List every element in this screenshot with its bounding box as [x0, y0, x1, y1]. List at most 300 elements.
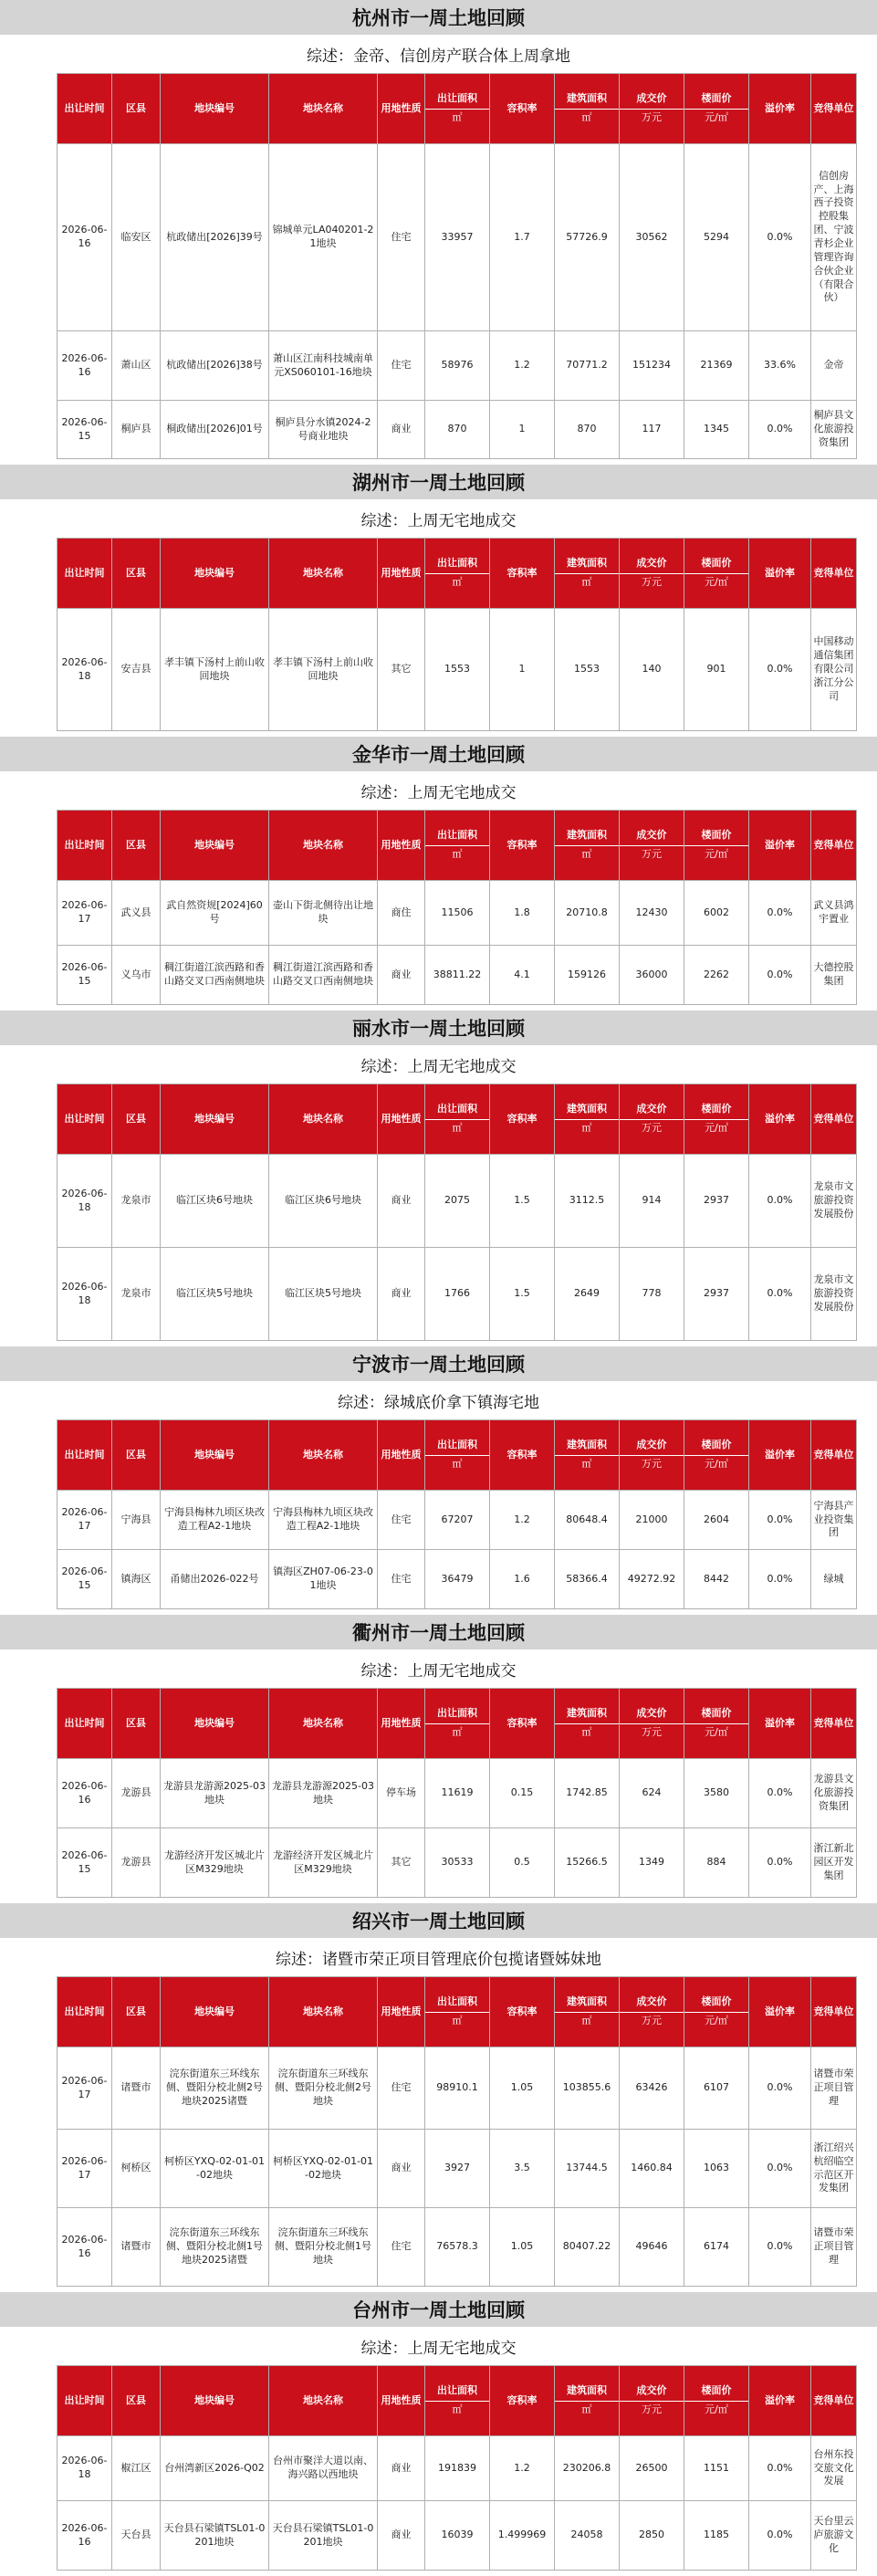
col-header-winner: [811, 2366, 857, 2436]
table-row: [57, 1491, 857, 1550]
cell-build: 57726.9: [555, 144, 620, 331]
cell-area: 2075: [425, 1155, 490, 1248]
cell-usage: 住宅: [378, 144, 425, 331]
cell-name: 龙游县龙游源2025-03地块: [269, 1759, 378, 1828]
header-row: [57, 811, 857, 881]
cell-date: 2026-06-17: [57, 881, 112, 946]
col-header-area: [425, 74, 490, 144]
col-header-build: [555, 74, 620, 144]
cell-build: 103855.6: [555, 2047, 620, 2130]
col-header-district: [112, 74, 161, 144]
col-header-label: 楼面价: [701, 1707, 732, 1720]
col-header-label: 用地性质: [381, 2005, 422, 2017]
col-header-code: [161, 1689, 269, 1759]
col-header-label: 地块名称: [303, 1448, 343, 1461]
col-header-unit: ㎡: [425, 573, 489, 590]
cell-far: 1.499969: [490, 2501, 555, 2571]
cell-district: 萧山区: [112, 331, 161, 401]
section-summary: 综述：上周无宅地成交: [360, 784, 517, 802]
col-header-code: [161, 811, 269, 881]
cell-winner: 桐庐县文化旅游投资集团: [811, 401, 857, 459]
col-header-label: 出让面积: [437, 1103, 477, 1115]
cell-far: 4.1: [490, 946, 555, 1005]
cell-usage: 住宅: [378, 1550, 425, 1609]
cell-floor: 6174: [684, 2208, 749, 2287]
col-header-premium: [749, 1420, 811, 1491]
col-header-label: 竞得单位: [813, 566, 854, 579]
col-header-name: [269, 2366, 378, 2436]
cell-name: 锦城单元LA040201-21地块: [269, 144, 378, 331]
cell-build: 58366.4: [555, 1550, 620, 1609]
cell-name: 桐庐县分水镇2024-2号商业地块: [269, 401, 378, 459]
col-header-label: 溢价率: [765, 1448, 795, 1461]
col-header-area: [425, 811, 490, 881]
cell-floor: 1151: [684, 2436, 749, 2501]
cell-price: 36000: [620, 946, 684, 1005]
cell-date: 2026-06-15: [57, 401, 112, 459]
col-header-label: 成交价: [636, 829, 667, 842]
col-header-label: 建筑面积: [567, 557, 607, 570]
col-header-label: 成交价: [636, 557, 667, 570]
cell-premium: 0.0%: [749, 1828, 811, 1898]
col-header-label: 出让面积: [437, 1995, 477, 2008]
cell-floor: 884: [684, 1828, 749, 1898]
cell-price: 1349: [620, 1828, 684, 1898]
section-title: 台州市一周土地回顾: [0, 2292, 877, 2327]
col-header-label: 地块名称: [303, 1716, 343, 1729]
cell-floor: 8442: [684, 1550, 749, 1609]
cell-winner: 诸暨市荣正项目管理: [811, 2047, 857, 2130]
section-title: 丽水市一周土地回顾: [0, 1011, 877, 1045]
cell-floor: 6107: [684, 2047, 749, 2130]
cell-floor: 1345: [684, 401, 749, 459]
table-row: [57, 401, 857, 459]
col-header-premium: [749, 539, 811, 609]
col-header-label: 地块编号: [194, 101, 235, 114]
col-header-unit: ㎡: [555, 573, 619, 590]
col-header-label: 用地性质: [381, 2393, 422, 2406]
section-title: 金华市一周土地回顾: [0, 737, 877, 771]
cell-far: 1: [490, 401, 555, 459]
col-header-build: [555, 1420, 620, 1491]
col-header-label: 竞得单位: [813, 2393, 854, 2406]
cell-code: 浣东街道东三环线东侧、暨阳分校北侧1号地块2025诸暨: [161, 2208, 269, 2287]
col-header-label: 地块名称: [303, 838, 343, 851]
col-header-district: [112, 811, 161, 881]
cell-price: 30562: [620, 144, 684, 331]
col-header-label: 竞得单位: [813, 1112, 854, 1125]
col-header-label: 出让时间: [64, 566, 105, 579]
col-header-label: 建筑面积: [567, 92, 607, 105]
col-header-price: [620, 1689, 684, 1759]
col-header-far: [490, 811, 555, 881]
col-header-price: [620, 539, 684, 609]
cell-code: 龙游经济开发区城北片区M329地块: [161, 1828, 269, 1898]
section-title: 宁波市一周土地回顾: [0, 1346, 877, 1381]
cell-code: 稠江街道江滨西路和香山路交叉口西南侧地块: [161, 946, 269, 1005]
cell-build: 15266.5: [555, 1828, 620, 1898]
cell-date: 2026-06-16: [57, 1759, 112, 1828]
cell-price: 26500: [620, 2436, 684, 2501]
cell-district: 椒江区: [112, 2436, 161, 2501]
cell-code: 武自然资规[2024]60号: [161, 881, 269, 946]
cell-winner: 龙泉市文旅游投资发展股份: [811, 1155, 857, 1248]
section-summary: 综述：上周无宅地成交: [360, 1662, 517, 1681]
cell-premium: 0.0%: [749, 2130, 811, 2208]
cell-date: 2026-06-15: [57, 1550, 112, 1609]
cell-far: 1.6: [490, 1550, 555, 1609]
header-row: [57, 2366, 857, 2436]
cell-area: 30533: [425, 1828, 490, 1898]
col-header-area: [425, 1977, 490, 2047]
cell-usage: 商业: [378, 2436, 425, 2501]
col-header-label: 楼面价: [701, 92, 732, 105]
cell-code: 孝丰镇下汤村上前山收回地块: [161, 609, 269, 731]
cell-far: 1.2: [490, 331, 555, 401]
col-header-usage: [378, 1084, 425, 1155]
col-header-label: 区县: [126, 101, 146, 114]
col-header-unit: 元/㎡: [684, 109, 748, 125]
col-header-district: [112, 1084, 161, 1155]
col-header-label: 出让面积: [437, 557, 477, 570]
col-header-label: 成交价: [636, 1707, 667, 1720]
col-header-label: 竞得单位: [813, 838, 854, 851]
col-header-label: 出让时间: [64, 101, 105, 114]
cell-usage: 商业: [378, 2501, 425, 2571]
col-header-label: 容积率: [506, 101, 538, 114]
col-header-date: [57, 1084, 112, 1155]
cell-price: 21000: [620, 1491, 684, 1550]
city-section: [0, 1011, 877, 1346]
col-header-build: [555, 1977, 620, 2047]
city-section: [0, 0, 877, 465]
col-header-floor: [684, 1084, 749, 1155]
cell-district: 龙游县: [112, 1828, 161, 1898]
col-header-code: [161, 1420, 269, 1491]
cell-code: 杭政储出[2026]38号: [161, 331, 269, 401]
col-header-area: [425, 1689, 490, 1759]
cell-build: 230206.8: [555, 2436, 620, 2501]
table-row: [57, 2501, 857, 2571]
cell-usage: 住宅: [378, 331, 425, 401]
col-header-winner: [811, 811, 857, 881]
cell-price: 151234: [620, 331, 684, 401]
col-header-premium: [749, 1689, 811, 1759]
col-header-floor: [684, 1689, 749, 1759]
col-header-label: 溢价率: [765, 2393, 795, 2406]
col-header-label: 楼面价: [701, 1103, 732, 1115]
cell-name: 宁海县梅林九顷区块改造工程A2-1地块: [269, 1491, 378, 1550]
header-row: [57, 539, 857, 609]
cell-district: 义乌市: [112, 946, 161, 1005]
col-header-unit: ㎡: [425, 1455, 489, 1471]
cell-district: 诸暨市: [112, 2047, 161, 2130]
cell-winner: 浙江新北园区开发集团: [811, 1828, 857, 1898]
col-header-label: 建筑面积: [567, 1707, 607, 1720]
col-header-label: 地块编号: [194, 1448, 235, 1461]
section-title: 绍兴市一周土地回顾: [0, 1903, 877, 1938]
col-header-unit: ㎡: [555, 2401, 619, 2417]
col-header-unit: 元/㎡: [684, 2401, 748, 2417]
cell-premium: 0.0%: [749, 2208, 811, 2287]
cell-code: 临江区块6号地块: [161, 1155, 269, 1248]
col-header-label: 建筑面积: [567, 1995, 607, 2008]
col-header-label: 楼面价: [701, 2384, 732, 2397]
col-header-name: [269, 1689, 378, 1759]
cell-date: 2026-06-15: [57, 946, 112, 1005]
land-table: [57, 2365, 857, 2571]
col-header-unit: 万元: [620, 845, 684, 862]
col-header-label: 区县: [126, 2393, 146, 2406]
cell-price: 49272.92: [620, 1550, 684, 1609]
cell-name: 萧山区江南科技城南单元XS060101-16地块: [269, 331, 378, 401]
cell-floor: 5294: [684, 144, 749, 331]
table-row: [57, 1155, 857, 1248]
cell-name: 临江区块6号地块: [269, 1155, 378, 1248]
col-header-label: 成交价: [636, 92, 667, 105]
cell-date: 2026-06-16: [57, 2208, 112, 2287]
col-header-unit: 万元: [620, 2401, 684, 2417]
cell-floor: 2262: [684, 946, 749, 1005]
col-header-label: 用地性质: [381, 1716, 422, 1729]
cell-premium: 0.0%: [749, 1759, 811, 1828]
cell-name: 浣东街道东三环线东侧、暨阳分校北侧2号地块: [269, 2047, 378, 2130]
cell-date: 2026-06-18: [57, 609, 112, 731]
cell-code: 龙游县龙游源2025-03地块: [161, 1759, 269, 1828]
col-header-floor: [684, 1420, 749, 1491]
col-header-label: 建筑面积: [567, 829, 607, 842]
land-table: [57, 1688, 857, 1898]
section-summary: 综述：金帝、信创房产联合体上周拿地: [307, 47, 570, 66]
table-row: [57, 2130, 857, 2208]
cell-name: 天台县石梁镇TSL01-0201地块: [269, 2501, 378, 2571]
cell-price: 2850: [620, 2501, 684, 2571]
col-header-code: [161, 74, 269, 144]
col-header-name: [269, 811, 378, 881]
cell-district: 天台县: [112, 2501, 161, 2571]
col-header-premium: [749, 2366, 811, 2436]
cell-code: 天台县石梁镇TSL01-0201地块: [161, 2501, 269, 2571]
col-header-date: [57, 1977, 112, 2047]
table-row: [57, 609, 857, 731]
cell-usage: 商业: [378, 1155, 425, 1248]
cell-district: 龙游县: [112, 1759, 161, 1828]
col-header-label: 用地性质: [381, 1448, 422, 1461]
col-header-label: 竞得单位: [813, 1448, 854, 1461]
col-header-date: [57, 2366, 112, 2436]
cell-winner: 中国移动通信集团有限公司浙江分公司: [811, 609, 857, 731]
header-row: [57, 74, 857, 144]
col-header-far: [490, 74, 555, 144]
col-header-label: 溢价率: [765, 1716, 795, 1729]
cell-floor: 2937: [684, 1155, 749, 1248]
cell-area: 67207: [425, 1491, 490, 1550]
col-header-name: [269, 539, 378, 609]
col-header-far: [490, 1689, 555, 1759]
col-header-winner: [811, 1084, 857, 1155]
cell-build: 2649: [555, 1248, 620, 1341]
cell-usage: 商业: [378, 946, 425, 1005]
col-header-far: [490, 1084, 555, 1155]
col-header-winner: [811, 74, 857, 144]
col-header-date: [57, 1420, 112, 1491]
col-header-name: [269, 1977, 378, 2047]
cell-premium: 0.0%: [749, 1155, 811, 1248]
col-header-label: 楼面价: [701, 1439, 732, 1451]
cell-area: 191839: [425, 2436, 490, 2501]
col-header-label: 溢价率: [765, 2005, 795, 2017]
col-header-label: 出让时间: [64, 2393, 105, 2406]
cell-usage: 其它: [378, 609, 425, 731]
col-header-label: 区县: [126, 838, 146, 851]
col-header-floor: [684, 811, 749, 881]
col-header-label: 地块名称: [303, 2005, 343, 2017]
col-header-unit: 元/㎡: [684, 573, 748, 590]
city-section: [0, 737, 877, 1011]
land-table: [57, 1419, 857, 1609]
header-row: [57, 1084, 857, 1155]
col-header-price: [620, 74, 684, 144]
cell-code: 桐政储出[2026]01号: [161, 401, 269, 459]
cell-premium: 0.0%: [749, 401, 811, 459]
cell-code: 临江区块5号地块: [161, 1248, 269, 1341]
col-header-far: [490, 1420, 555, 1491]
col-header-label: 出让面积: [437, 829, 477, 842]
table-row: [57, 881, 857, 946]
cell-premium: 0.0%: [749, 946, 811, 1005]
cell-far: 1.2: [490, 1491, 555, 1550]
cell-build: 3112.5: [555, 1155, 620, 1248]
col-header-label: 出让时间: [64, 2005, 105, 2017]
col-header-price: [620, 1420, 684, 1491]
cell-date: 2026-06-17: [57, 1491, 112, 1550]
col-header-label: 成交价: [636, 1995, 667, 2008]
cell-district: 镇海区: [112, 1550, 161, 1609]
cell-winner: 龙泉市文旅游投资发展股份: [811, 1248, 857, 1341]
land-table: [57, 1084, 857, 1341]
cell-price: 778: [620, 1248, 684, 1341]
col-header-label: 竞得单位: [813, 101, 854, 114]
col-header-usage: [378, 2366, 425, 2436]
col-header-unit: ㎡: [425, 1119, 489, 1136]
col-header-area: [425, 2366, 490, 2436]
col-header-name: [269, 1084, 378, 1155]
cell-area: 1766: [425, 1248, 490, 1341]
col-header-date: [57, 74, 112, 144]
cell-name: 龙游经济开发区城北片区M329地块: [269, 1828, 378, 1898]
col-header-unit: 元/㎡: [684, 1723, 748, 1740]
col-header-label: 出让面积: [437, 92, 477, 105]
section-summary: 综述：上周无宅地成交: [360, 1058, 517, 1076]
table-row: [57, 946, 857, 1005]
col-header-unit: 元/㎡: [684, 845, 748, 862]
cell-date: 2026-06-16: [57, 331, 112, 401]
cell-area: 11506: [425, 881, 490, 946]
col-header-district: [112, 539, 161, 609]
col-header-unit: ㎡: [425, 1723, 489, 1740]
col-header-unit: 元/㎡: [684, 1455, 748, 1471]
col-header-label: 地块编号: [194, 1112, 235, 1125]
cell-price: 117: [620, 401, 684, 459]
table-row: [57, 2436, 857, 2501]
cell-code: 杭政储出[2026]39号: [161, 144, 269, 331]
cell-price: 63426: [620, 2047, 684, 2130]
cell-winner: 天台里云庐旅游文化: [811, 2501, 857, 2571]
cell-winner: 浙江绍兴杭绍临空示范区开发集团: [811, 2130, 857, 2208]
table-row: [57, 1828, 857, 1898]
col-header-unit: 万元: [620, 1455, 684, 1471]
col-header-price: [620, 1977, 684, 2047]
col-header-label: 用地性质: [381, 838, 422, 851]
city-section: [0, 1903, 877, 2292]
col-header-label: 楼面价: [701, 829, 732, 842]
cell-area: 38811.22: [425, 946, 490, 1005]
cell-far: 1.5: [490, 1248, 555, 1341]
col-header-label: 地块编号: [194, 566, 235, 579]
cell-build: 70771.2: [555, 331, 620, 401]
col-header-winner: [811, 1420, 857, 1491]
cell-date: 2026-06-18: [57, 1248, 112, 1341]
col-header-usage: [378, 1420, 425, 1491]
cell-premium: 0.0%: [749, 881, 811, 946]
col-header-floor: [684, 539, 749, 609]
col-header-unit: 元/㎡: [684, 2012, 748, 2028]
col-header-usage: [378, 811, 425, 881]
col-header-area: [425, 1420, 490, 1491]
cell-district: 龙泉市: [112, 1248, 161, 1341]
table-row: [57, 1550, 857, 1609]
cell-winner: 龙游县文化旅游投资集团: [811, 1759, 857, 1828]
cell-area: 33957: [425, 144, 490, 331]
col-header-label: 溢价率: [765, 1112, 795, 1125]
cell-code: 台州湾新区2026-Q02: [161, 2436, 269, 2501]
city-section: [0, 465, 877, 737]
col-header-unit: ㎡: [555, 1119, 619, 1136]
cell-floor: 21369: [684, 331, 749, 401]
section-title: 衢州市一周土地回顾: [0, 1615, 877, 1649]
col-header-district: [112, 1689, 161, 1759]
cell-area: 11619: [425, 1759, 490, 1828]
cell-winner: 宁海县产业投资集团: [811, 1491, 857, 1550]
cell-name: 稠江街道江滨西路和香山路交叉口西南侧地块: [269, 946, 378, 1005]
col-header-label: 地块编号: [194, 2005, 235, 2017]
col-header-label: 溢价率: [765, 101, 795, 114]
table-row: [57, 2047, 857, 2130]
cell-far: 0.15: [490, 1759, 555, 1828]
col-header-label: 竞得单位: [813, 1716, 854, 1729]
col-header-winner: [811, 1689, 857, 1759]
cell-district: 诸暨市: [112, 2208, 161, 2287]
col-header-label: 区县: [126, 2005, 146, 2017]
col-header-label: 容积率: [506, 2005, 538, 2017]
section-gap: [0, 2571, 877, 2576]
cell-winner: 大德控股集团: [811, 946, 857, 1005]
cell-winner: 金帝: [811, 331, 857, 401]
cell-premium: 0.0%: [749, 2501, 811, 2571]
col-header-label: 区县: [126, 1716, 146, 1729]
cell-far: 0.5: [490, 1828, 555, 1898]
col-header-label: 建筑面积: [567, 1103, 607, 1115]
col-header-unit: ㎡: [555, 1723, 619, 1740]
cell-premium: 0.0%: [749, 2436, 811, 2501]
col-header-label: 出让时间: [64, 1112, 105, 1125]
cell-floor: 2604: [684, 1491, 749, 1550]
col-header-price: [620, 2366, 684, 2436]
cell-district: 柯桥区: [112, 2130, 161, 2208]
col-header-label: 建筑面积: [567, 1439, 607, 1451]
cell-area: 36479: [425, 1550, 490, 1609]
cell-usage: 住宅: [378, 1491, 425, 1550]
